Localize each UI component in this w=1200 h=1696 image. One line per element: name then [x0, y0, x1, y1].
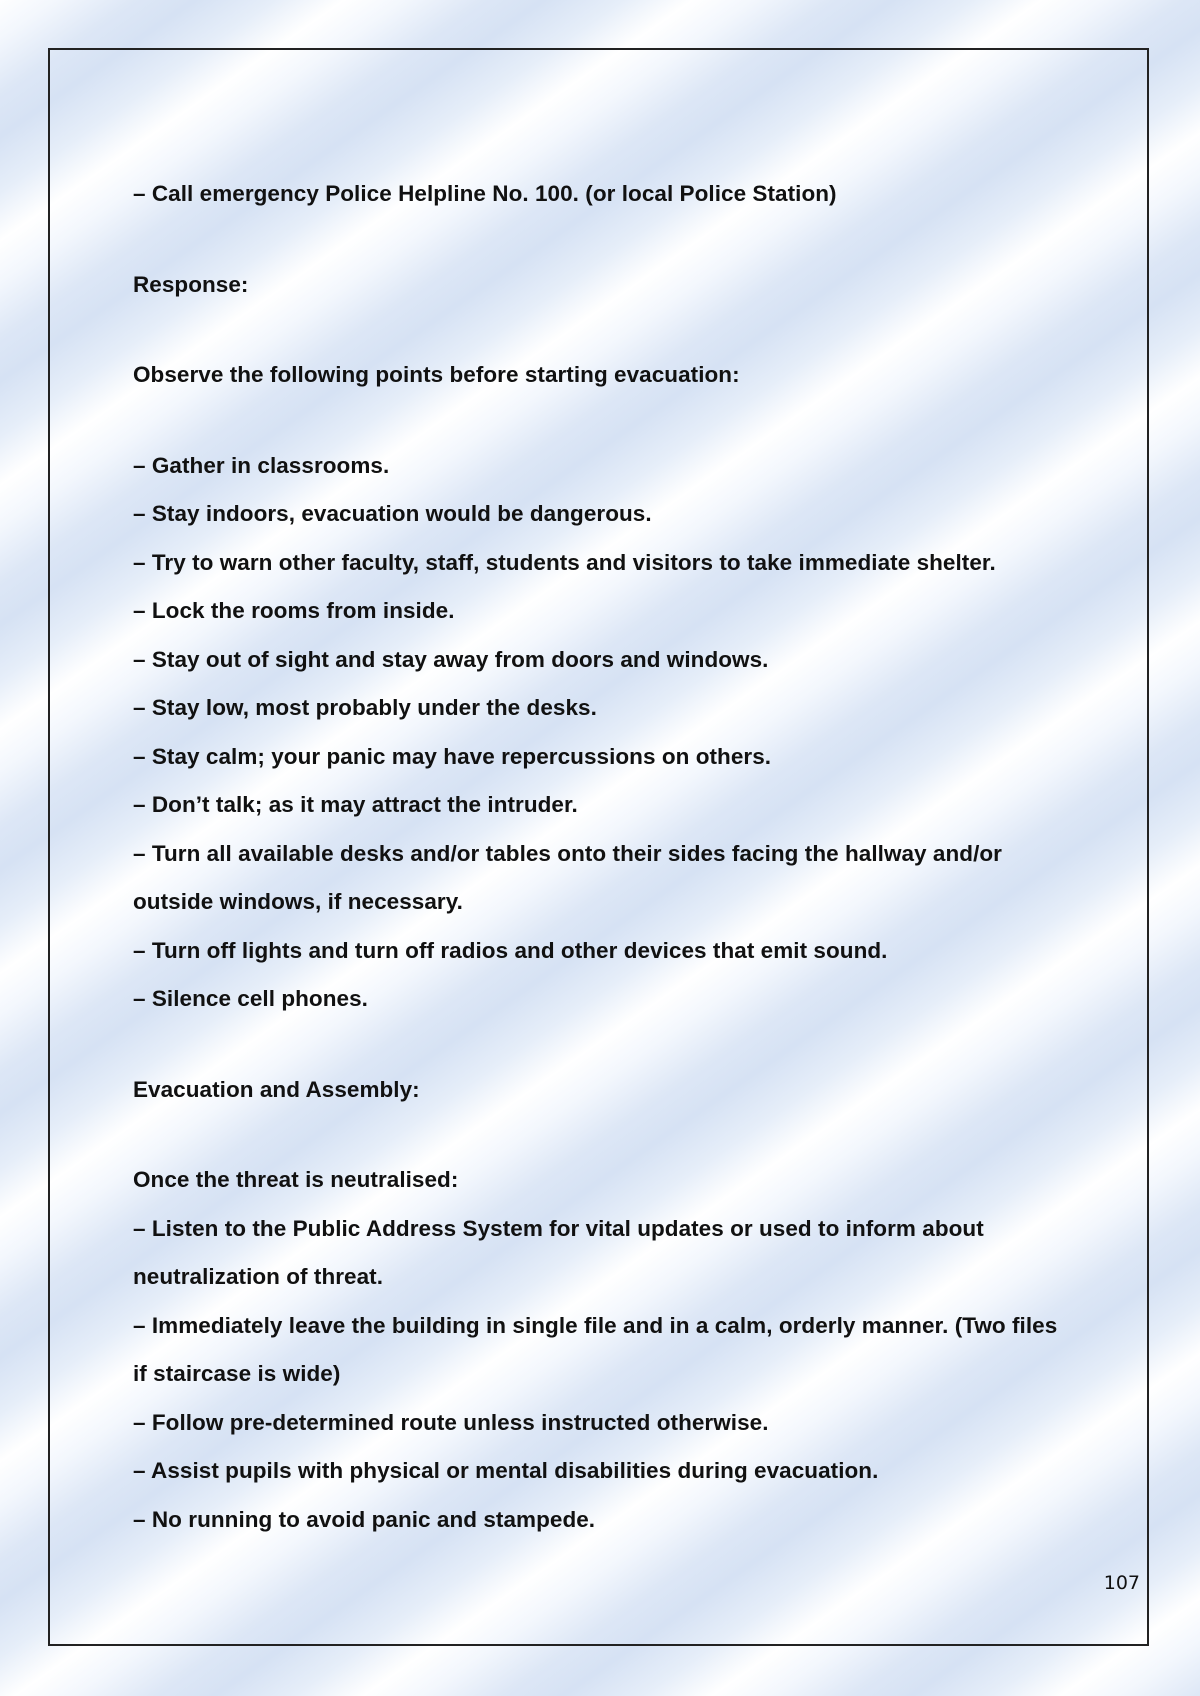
- list-item: – No running to avoid panic and stampede.: [133, 1506, 596, 1532]
- document-body: [133, 176, 1133, 1550]
- list-item: – Turn off lights and turn off radios and other devices that emit sound.: [133, 937, 888, 963]
- list-item-continuation: neutralization of threat.: [133, 1264, 384, 1289]
- evacuation-heading: Evacuation and Assembly:: [133, 1076, 420, 1102]
- page-number: 107: [1103, 1572, 1140, 1594]
- spacer: [133, 225, 1133, 267]
- list-item: – Listen to the Public Address System for vital updates or used to inform about: [133, 1215, 984, 1241]
- list-item: – Stay indoors, evacuation would be dangerous.: [133, 501, 652, 526]
- list-item: – Try to warn other faculty, staff, students and visitors to take immediate shelter.: [133, 549, 996, 575]
- police-helpline-line: – Call emergency Police Helpline No. 100. (or local Police Station): [133, 181, 837, 206]
- list-item: – Turn all available desks and/or tables onto their sides facing the hallway and/or: [133, 840, 1002, 866]
- list-item: – Stay out of sight and stay away from doors and windows.: [133, 646, 769, 672]
- list-item-continuation: outside windows, if necessary.: [133, 889, 463, 914]
- spacer: [133, 1030, 1133, 1072]
- list-item: – Stay low, most probably under the desks.: [133, 695, 597, 720]
- list-item: – Silence cell phones.: [133, 986, 368, 1011]
- list-item: – Stay calm; your panic may have repercussions on others.: [133, 743, 772, 769]
- threat-neutralised-heading: Once the threat is neutralised:: [133, 1167, 459, 1192]
- list-item: – Assist pupils with physical or mental disabilities during evacuation.: [133, 1458, 879, 1483]
- list-item: – Don’t talk; as it may attract the intruder.: [133, 792, 578, 817]
- response-heading: Response:: [133, 271, 249, 297]
- spacer: [133, 1120, 1133, 1162]
- list-item: – Lock the rooms from inside.: [133, 598, 455, 623]
- list-item-continuation: if staircase is wide): [133, 1361, 341, 1386]
- observe-heading: Observe the following points before starting evacuation:: [133, 362, 740, 387]
- spacer: [133, 406, 1133, 448]
- list-item: – Follow pre-determined route unless instructed otherwise.: [133, 1409, 769, 1435]
- list-item: – Gather in classrooms.: [133, 452, 390, 478]
- spacer: [133, 315, 1133, 357]
- list-item: – Immediately leave the building in single file and in a calm, orderly manner. (Two files: [133, 1312, 1058, 1338]
